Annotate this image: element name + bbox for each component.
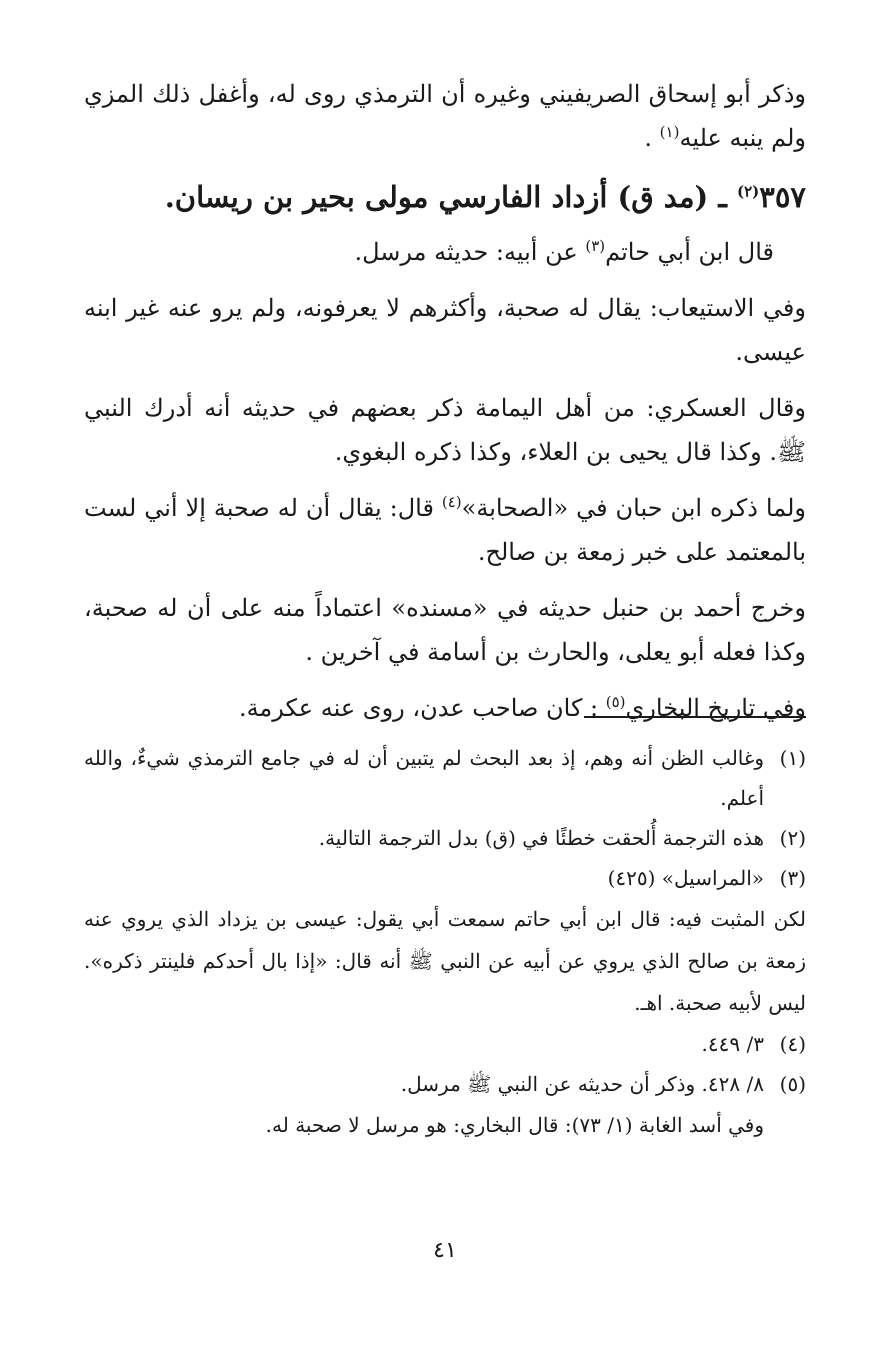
paragraph-2-text-a: قال ابن أبي حاتم [605, 238, 774, 266]
footnote-divider [584, 716, 806, 718]
paragraph-7-text-b: : كان صاحب عدن، روى عنه عكرمة. [238, 694, 606, 722]
entry-heading [84, 172, 806, 222]
paragraph-7-text-a: وفي تاريخ البخاري [625, 694, 806, 722]
main-text [84, 72, 806, 742]
footnote-1-number: (١) [779, 746, 806, 770]
paragraph-4: وقال العسكري: من أهل اليمامة ذكر بعضهم في حديثه أنه أدرك النبي ﷺ. وكذا قال يحيى بن العلاء، وكذا ذكره البغوي. [84, 394, 806, 466]
paragraph-1-end: . [644, 124, 660, 152]
paragraph-3: وفي الاستيعاب: يقال له صحبة، وأكثرهم لا يعرفونه، ولم يرو عنه غير ابنه عيسى. [84, 294, 806, 366]
footnote-1-text: وغالب الظن أنه وهم، إذ بعد البحث لم يتبين أن له في جامع الترمذي شيءٌ، والله أعلم. [84, 746, 764, 810]
footnote-ref-5[interactable]: (٥) [605, 693, 626, 711]
footnote-1 [84, 738, 806, 818]
entry-number: ٣٥٧ [759, 180, 806, 214]
footnote-5-continuation: وفي أسد الغابة (١/ ٧٣): قال البخاري: هو مرسل لا صحبة له. [265, 1113, 764, 1137]
paragraph-1 [84, 72, 806, 160]
footnote-5-text: ٨/ ٤٢٨. وذكر أن حديثه عن النبي ﷺ مرسل. [400, 1072, 764, 1096]
footnote-2 [84, 818, 806, 858]
paragraph-6: وخرج أحمد بن حنبل حديثه في «مسنده» اعتماداً منه على أن له صحبة، وكذا فعله أبو يعلى، والحارث بن أسامة في آخرين . [84, 594, 806, 666]
footnotes [84, 738, 806, 1146]
paragraph-5-text-b: قال: يقال أن له صحبة إلا أني لست بالمعتمد على خبر زمعة بن صالح. [84, 494, 806, 566]
footnote-4 [84, 1024, 806, 1064]
footnote-2-text: هذه الترجمة أُلحقت خطئًا في (ق) بدل الترجمة التالية. [318, 826, 764, 850]
footnote-ref-3[interactable]: (٣) [585, 237, 606, 255]
paragraph-1-text: وذكر أبو إسحاق الصريفيني وغيره أن الترمذي روى له، وأغفل ذلك المزي ولم ينبه عليه [84, 80, 806, 152]
footnote-3-continuation: لكن المثبت فيه: قال ابن أبي حاتم سمعت أبي يقول: عيسى بن يزداد الذي يروي عنه زمعة بن صالح الذي يروي عن أبيه عن النبي ﷺ أنه قال: «إذا بال أحدكم فلينتر ذكره». ليس لأبيه صحبة. اهـ. [84, 907, 806, 1015]
page-number: ٤١ [433, 1238, 457, 1263]
footnote-4-text: ٣/ ٤٤٩. [701, 1032, 764, 1056]
paragraph-2-text-b: عن أبيه: حديثه مرسل. [354, 238, 586, 266]
paragraph-2 [84, 230, 806, 274]
footnote-5-number: (٥) [779, 1072, 806, 1096]
paragraph-5 [84, 486, 806, 574]
footnote-2-number: (٢) [779, 826, 806, 850]
paragraph-5-text-a: ولما ذكره ابن حبان في «الصحابة» [461, 494, 806, 522]
footnote-ref-1[interactable]: (١) [659, 123, 680, 141]
footnote-3-number: (٣) [779, 866, 806, 890]
footnote-ref-2[interactable]: (٢) [736, 182, 760, 201]
entry-title: ـ (مد ق) أزداد الفارسي مولى بحير بن ريسان. [164, 180, 737, 214]
footnote-ref-4[interactable]: (٤) [441, 493, 462, 511]
footnote-3-text: «المراسيل» (٤٢٥) [607, 866, 764, 890]
paragraph-7 [84, 686, 806, 730]
footnote-3 [84, 858, 806, 898]
footnote-4-number: (٤) [779, 1032, 806, 1056]
footnote-5 [84, 1064, 806, 1104]
